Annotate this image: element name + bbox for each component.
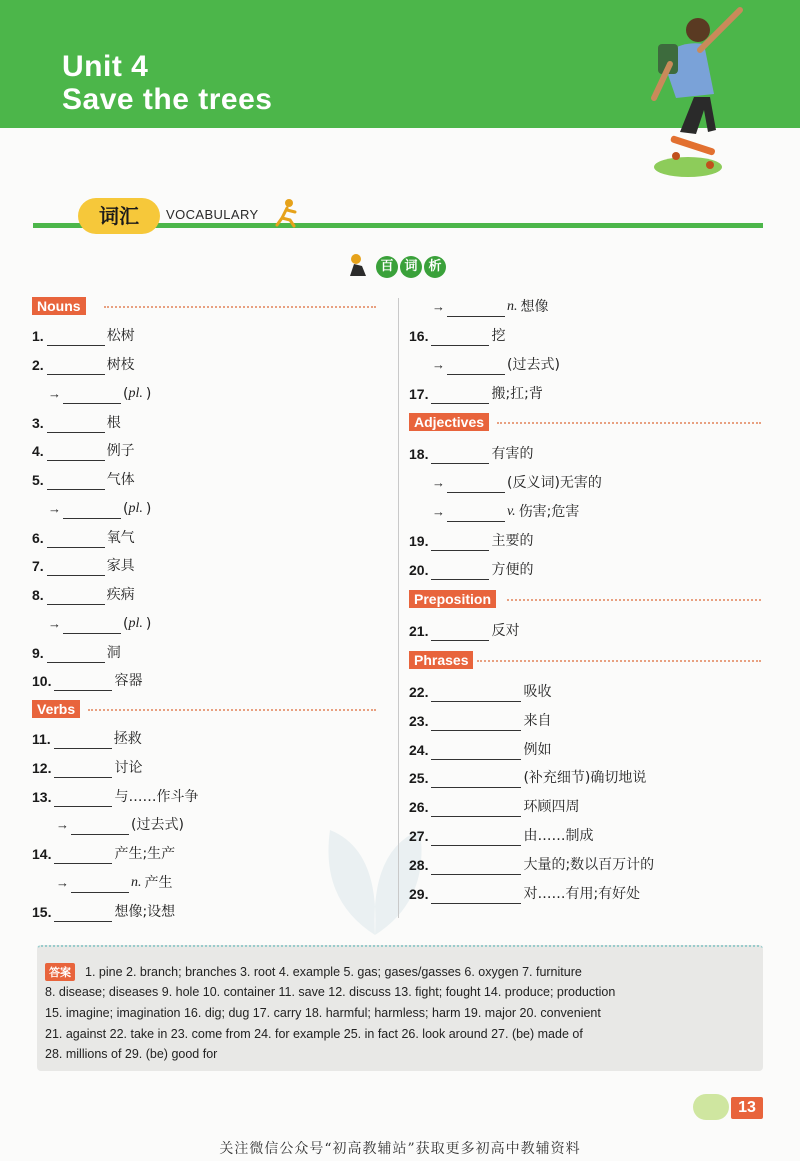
vocab-item [409,797,579,817]
vocab-item [409,531,533,551]
section-tag: Nouns [32,297,86,315]
answer-blank[interactable] [447,479,505,493]
item-meaning: (过去式) [507,357,560,373]
item-number: 20. [409,562,429,578]
answer-blank[interactable] [54,677,112,691]
vocab-item [409,826,593,846]
section-tag: Verbs [32,700,80,718]
item-meaning: 产生 [144,875,173,891]
item-meaning: 想像;设想 [114,904,176,920]
item-meaning: 反对 [491,623,520,639]
item-number: 27. [409,828,429,844]
item-meaning: 讨论 [114,760,143,776]
item-meaning: (反义词)无害的 [507,475,602,491]
answer-blank[interactable] [431,832,521,846]
item-number: 25. [409,770,429,786]
answer-blank[interactable] [431,390,489,404]
answer-blank[interactable] [54,735,112,749]
answer-blank[interactable] [47,649,105,663]
item-number: 9. [32,645,44,661]
section-tag: Preposition [409,590,496,608]
item-number: 2. [32,357,44,373]
reader-icon [346,252,372,278]
vocab-item [32,729,142,749]
section-nouns [32,297,376,315]
pos-label: n. [507,299,518,314]
item-meaning: 吸收 [523,684,552,700]
section-subtitle [376,256,446,278]
item-number: 6. [32,530,44,546]
answer-key [37,945,763,1071]
answer-blank[interactable] [47,562,105,576]
unit-title [62,50,272,116]
vocab-subitem [56,873,173,893]
answer-blank[interactable] [447,508,505,522]
arrow-icon: → [432,504,445,519]
runner-icon [274,198,298,228]
item-meaning: 主要的 [491,533,534,549]
answer-line: 28. millions of 29. (be) good for [45,1047,218,1061]
arrow-icon: → [56,817,69,832]
vocab-subitem: → ( pl. ) [48,501,152,517]
vocab-item [409,621,519,641]
arrow-icon: → [432,299,445,314]
item-meaning: 树枝 [106,357,135,373]
answer-line: 15. imagine; imagination 16. dig; dug 17. carry 18. harmful; harmless; harm 19. major 20. convenient [45,1006,601,1020]
vocab-item [32,902,175,922]
unit-number: Unit 4 [62,50,149,83]
vocab-item [409,444,533,464]
item-number: 14. [32,846,52,862]
answer-blank[interactable] [447,361,505,375]
vocabulary-badge: 词汇 [78,198,160,234]
item-meaning: 大量的;数以百万计的 [523,857,655,873]
item-meaning: 对……有用;有好处 [523,886,641,902]
column-divider [398,298,399,918]
item-number: 21. [409,623,429,639]
vocab-item [32,441,135,461]
item-number: 5. [32,472,44,488]
section-tag: Phrases [409,651,473,669]
answer-blank[interactable] [63,505,121,519]
dotted-rule [477,660,761,662]
item-meaning: 来自 [523,713,552,729]
item-meaning: 例如 [523,742,552,758]
item-number: 22. [409,684,429,700]
section-phrases [409,651,761,669]
item-number: 17. [409,386,429,402]
vocab-subitem [56,815,184,835]
vocab-item [409,560,533,580]
answer-blank[interactable] [54,850,112,864]
item-number: 7. [32,558,44,574]
arrow-icon: → [432,475,445,490]
plural-label: pl. [128,616,143,631]
item-number: 1. [32,328,44,344]
vocab-subitem: → ( pl. ) [48,616,152,632]
item-number: 8. [32,587,44,603]
vocab-item [409,384,543,404]
leaf-icon [693,1094,729,1120]
answer-blank[interactable] [47,534,105,548]
answer-blank[interactable] [63,390,121,404]
vocab-item [32,556,135,576]
item-meaning: 例子 [106,443,135,459]
item-meaning: 家具 [106,558,135,574]
vocab-item [409,740,551,760]
skateboarder-illustration [640,2,760,182]
item-number: 29. [409,886,429,902]
section-preposition [409,590,761,608]
item-meaning: 搬;扛;背 [491,386,543,402]
vocab-item [409,711,551,731]
item-meaning: (过去式) [131,817,184,833]
dotted-rule [507,599,761,601]
vocab-item [32,355,135,375]
answer-blank[interactable] [431,332,489,346]
vocab-subitem: → ( pl. ) [48,386,152,402]
footer-note: 关注微信公众号“初高教辅站”获取更多初高中教辅资料 [219,1141,581,1157]
subtitle-char: 词 [400,256,422,278]
answer-blank[interactable] [431,890,521,904]
vocab-item [32,758,142,778]
answer-blank[interactable] [447,303,505,317]
item-meaning: (补充细节)确切地说 [523,770,647,786]
item-number: 23. [409,713,429,729]
vocab-item [32,326,135,346]
item-meaning: 拯救 [113,731,142,747]
item-number: 19. [409,533,429,549]
vocab-item [32,585,135,605]
answer-blank[interactable] [54,764,112,778]
item-meaning: 洞 [106,645,121,661]
item-number: 12. [32,760,52,776]
item-number: 10. [32,673,52,689]
vocab-item [32,413,121,433]
vocab-item [32,844,175,864]
vocab-item [409,884,640,904]
answer-blank[interactable] [47,361,105,375]
answer-blank[interactable] [431,746,521,760]
vocab-item [32,528,135,548]
plural-label: pl. [128,386,143,401]
answer-blank[interactable] [47,332,105,346]
vocab-item [409,855,654,875]
answer-blank[interactable] [431,803,521,817]
answer-blank[interactable] [63,620,121,634]
section-adjectives [409,413,761,431]
answer-blank[interactable] [431,774,521,788]
item-number: 4. [32,443,44,459]
answer-blank[interactable] [431,537,489,551]
item-number: 28. [409,857,429,873]
item-number: 26. [409,799,429,815]
item-meaning: 由……制成 [523,828,594,844]
item-meaning: 产生;生产 [114,846,176,862]
vocab-item [409,768,646,788]
dotted-rule [104,306,376,308]
item-meaning: 根 [106,415,121,431]
item-meaning: 容器 [114,673,143,689]
vocab-item [409,682,551,702]
answer-blank[interactable] [431,566,489,580]
answer-blank[interactable] [47,419,105,433]
item-meaning: 氧气 [106,530,135,546]
item-meaning: 想像 [520,299,549,315]
vocab-item [32,643,121,663]
item-number: 16. [409,328,429,344]
answer-blank[interactable] [431,450,489,464]
arrow-icon: → [48,501,61,516]
arrow-icon: → [56,875,69,890]
answer-blank[interactable] [54,793,112,807]
arrow-icon: → [48,386,61,401]
item-meaning: 与……作斗争 [114,789,199,805]
answer-blank[interactable] [431,688,521,702]
answer-blank[interactable] [431,861,521,875]
vocab-item [32,671,142,691]
answer-blank[interactable] [431,717,521,731]
answer-line: 8. disease; diseases 9. hole 10. container 11. save 12. discuss 13. fight; fought 14. produce; production [45,985,616,999]
answer-blank[interactable] [71,879,129,893]
answer-blank[interactable] [431,627,489,641]
pos-label: n. [131,875,142,890]
unit-name: Save the trees [62,83,273,116]
section-tag: Adjectives [409,413,489,431]
item-meaning: 气体 [106,472,135,488]
answer-blank[interactable] [47,476,105,490]
section-verbs [32,700,376,718]
vocab-subitem [432,297,549,317]
answer-line: 答案 1. pine 2. branch; branches 3. root 4. example 5. gas; gases/gasses 6. oxygen 7. furniture [45,963,582,981]
dotted-rule [497,422,761,424]
answer-blank[interactable] [47,591,105,605]
pos-label: v. [507,504,516,519]
arrow-icon: → [48,616,61,631]
item-number: 11. [32,731,51,747]
item-number: 18. [409,446,429,462]
item-meaning: 伤害;危害 [518,504,580,520]
answer-blank[interactable] [71,821,129,835]
vocab-subitem [432,502,579,522]
subtitle-char: 析 [424,256,446,278]
answer-blank[interactable] [47,447,105,461]
subtitle-char: 百 [376,256,398,278]
item-number: 15. [32,904,52,920]
item-meaning: 松树 [106,328,135,344]
plural-label: pl. [128,501,143,516]
item-number: 3. [32,415,44,431]
vocab-item [32,470,135,490]
vocab-subitem [432,355,560,375]
item-meaning: 方便的 [491,562,534,578]
page-number: 13 [731,1097,763,1119]
arrow-icon: → [432,357,445,372]
vocab-item [32,787,198,807]
item-meaning: 疾病 [106,587,135,603]
item-number: 24. [409,742,429,758]
answer-line: 21. against 22. take in 23. come from 24. for example 25. in fact 26. look around 27. (be) made of [45,1027,583,1041]
vocab-subitem [432,473,602,493]
item-meaning: 有害的 [491,446,534,462]
dotted-rule [88,709,376,711]
answer-blank[interactable] [54,908,112,922]
answer-tag: 答案 [45,963,75,981]
vocab-item [409,326,505,346]
item-meaning: 环顾四周 [523,799,580,815]
vocabulary-label: VOCABULARY [166,207,259,222]
item-number: 13. [32,789,52,805]
item-meaning: 挖 [491,328,506,344]
